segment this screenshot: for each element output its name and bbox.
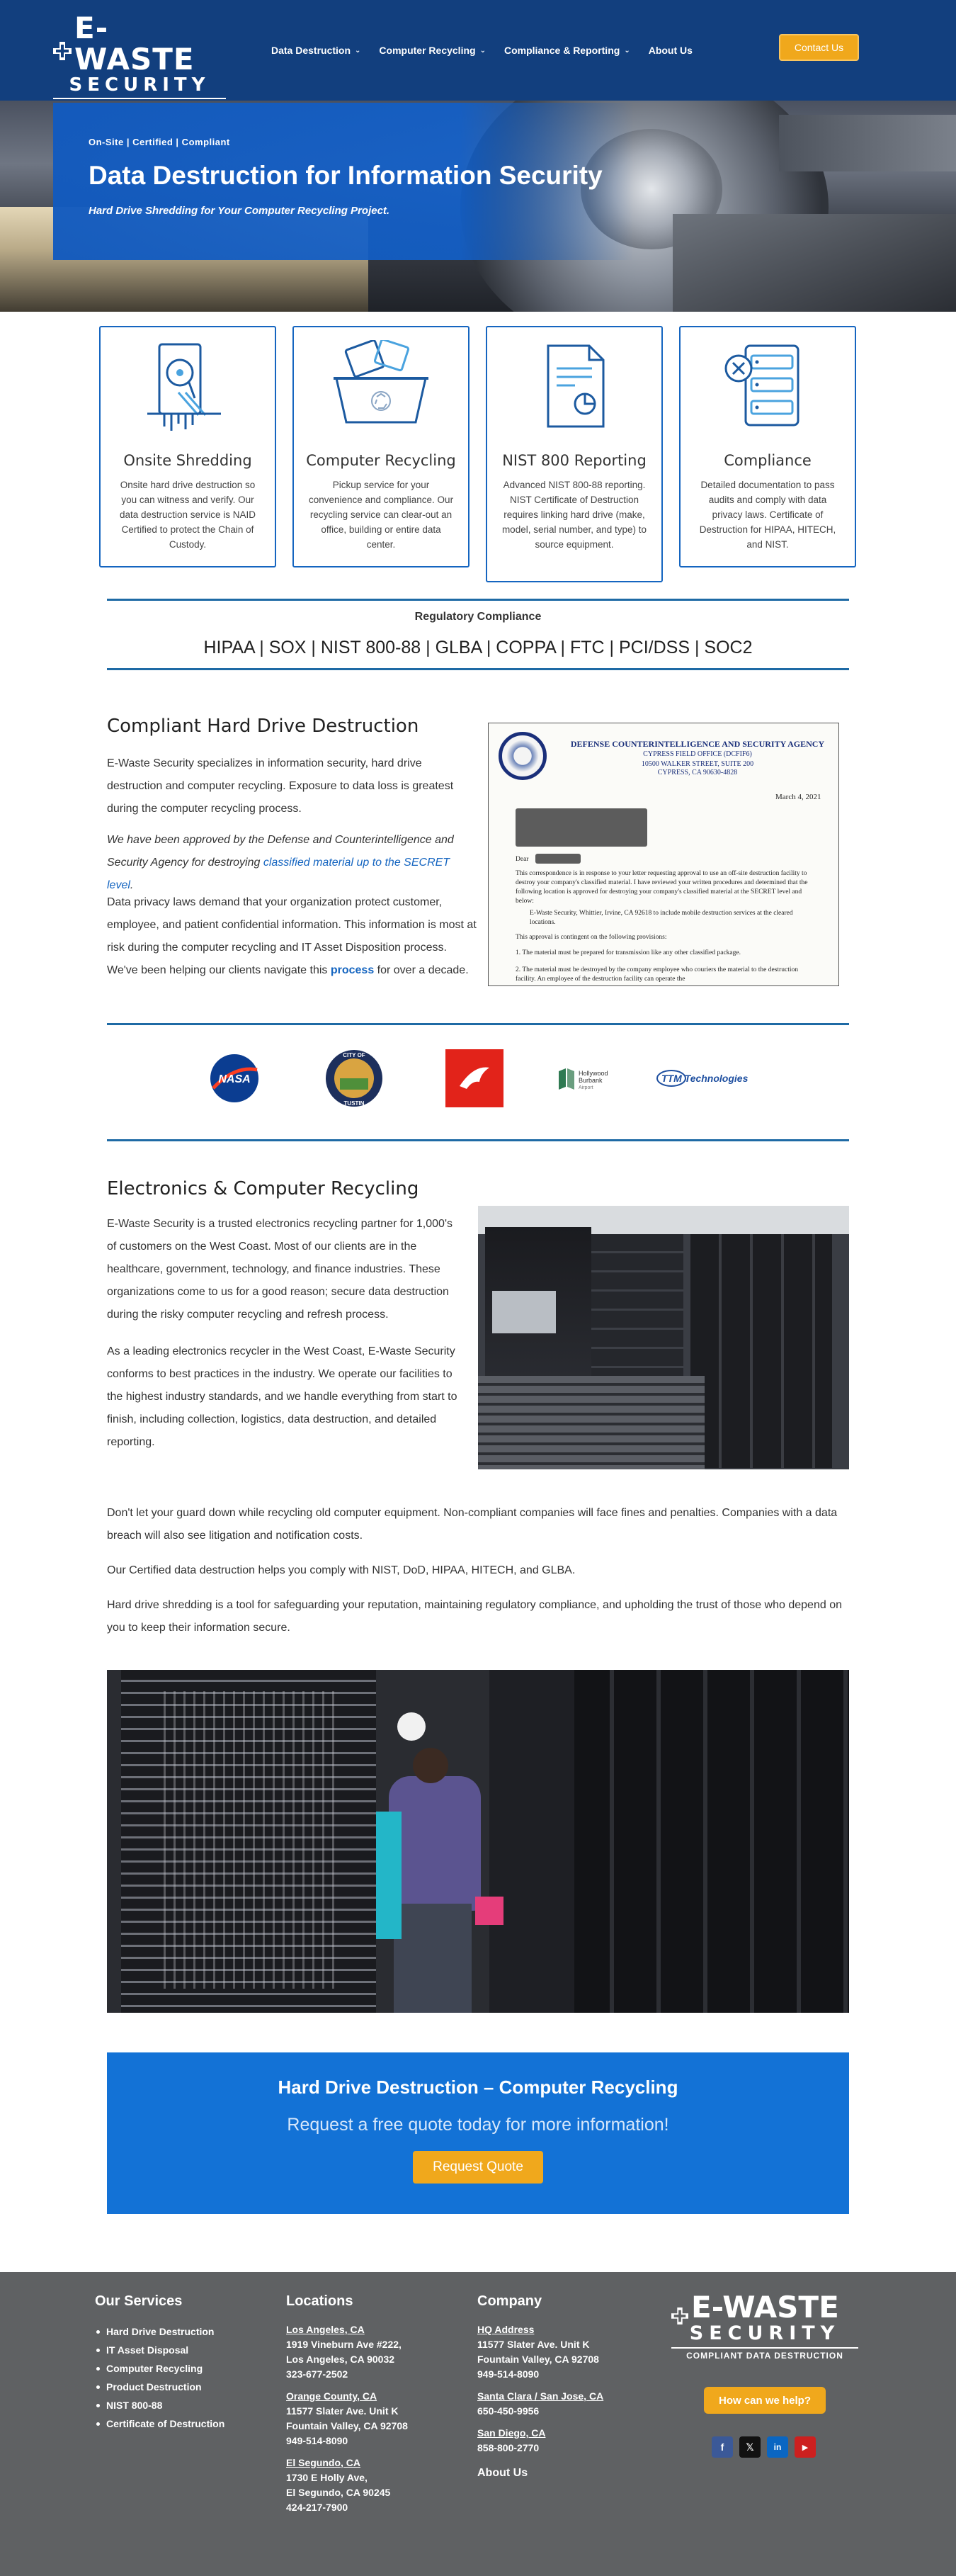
card-description: Advanced NIST 800-88 reporting. NIST Certificate of Destruction requires linking hard drive (make, model, serial number, and type) to source equipment. (501, 480, 647, 550)
company-hq: HQ Address 11577 Slater Ave. Unit K Fountain Valley, CA 92708 949-514-8090 (477, 2322, 654, 2382)
process-link[interactable]: process (330, 964, 375, 976)
location-link[interactable]: Los Angeles, CA (286, 2324, 365, 2335)
closing-paragraph-3: Hard drive shredding is a tool for safeguarding your reputation, maintaining regulatory compliance, and upholding the trust of those who depend on you to keep their information secure. (107, 1599, 842, 1634)
redaction-block (535, 854, 581, 864)
footer-logo[interactable]: E-WASTE SECURITY COMPLIANT DATA DESTRUCTION (671, 2292, 858, 2361)
main-nav (271, 45, 693, 56)
svg-text:Hollywood: Hollywood (579, 1070, 608, 1077)
phone-number[interactable]: 949-514-8090 (286, 2435, 348, 2446)
footer-service-link[interactable]: Product Destruction (95, 2378, 265, 2396)
regulatory-label: Regulatory Compliance (414, 611, 542, 623)
nav-about-us[interactable]: About Us (648, 45, 693, 56)
card-description: Pickup service for your convenience and compliance. Our recycling service can clear-out an office, building or entire data center. (308, 480, 454, 550)
company-santa-clara (477, 2389, 654, 2419)
logo-line1: E-WASTE (74, 11, 195, 77)
company-san-diego (477, 2426, 654, 2456)
svg-text:CITY OF: CITY OF (343, 1052, 365, 1058)
hero-banner (0, 101, 956, 312)
x-twitter-icon[interactable]: 𝕏 (739, 2436, 761, 2458)
svg-text:Burbank: Burbank (579, 1077, 603, 1084)
destruction-paragraph-2: We have been approved by the Defense and Counterintelligence and Security Agency for destroying classified material up to the SECRET level. (107, 834, 454, 891)
location-link[interactable]: San Diego, CA (477, 2427, 546, 2439)
destruction-paragraph-3: Data privacy laws demand that your organization protect customer, employee, and patient confidential information. This information is most at risk during the computer recycling and IT Asset Disposition process. We've been helping our clients navigate this process for over a decade. (107, 896, 477, 976)
svg-text:TUSTIN: TUSTIN (343, 1100, 365, 1107)
cta-subtitle: Request a free quote today for more information! (287, 2115, 669, 2135)
card-title: NIST 800 Reporting (502, 452, 647, 469)
svg-text:Airport: Airport (579, 1085, 593, 1090)
closing-paragraph-1: Don't let your guard down while recycling old computer equipment. Non-compliant companies will face fines and penalties. Companies with a data breach will also see litigation and notification costs. (107, 1507, 838, 1542)
city-of-tustin-seal-icon (322, 1049, 386, 1108)
hero-subtitle: Hard Drive Shredding for Your Computer Recycling Project. (89, 205, 390, 217)
phone-number[interactable]: 858-800-2770 (477, 2442, 540, 2453)
footer-service-link[interactable]: NIST 800-88 (95, 2396, 265, 2414)
section-heading-destruction: Compliant Hard Drive Destruction (107, 716, 419, 737)
chevron-down-icon: ⌄ (355, 46, 361, 55)
chevron-down-icon: ⌄ (624, 46, 630, 55)
footer-service-link[interactable]: Certificate of Destruction (95, 2414, 265, 2433)
location-link[interactable]: Orange County, CA (286, 2390, 377, 2402)
phone-number[interactable]: 424-217-7900 (286, 2502, 348, 2513)
hero-tagline: On-Site | Certified | Compliant (89, 137, 230, 147)
service-card-computer-recycling[interactable] (292, 326, 470, 567)
quote-cta-banner (107, 2052, 849, 2214)
card-title: Compliance (724, 452, 812, 469)
about-us-link[interactable]: About Us (477, 2467, 528, 2479)
closing-paragraph-2: Our Certified data destruction helps you comply with NIST, DoD, HIPAA, HITECH, and GLBA. (107, 1564, 576, 1576)
footer-locations (286, 2293, 456, 2522)
service-card-onsite-shredding[interactable] (99, 326, 276, 567)
nasa-logo-icon (206, 1049, 263, 1108)
logo-cross-icon (53, 35, 72, 53)
hard-drive-icon (101, 340, 275, 432)
footer-company (477, 2293, 654, 2492)
how-can-we-help-button[interactable]: How can we help? (704, 2387, 826, 2414)
reg-item: SOX (268, 638, 307, 657)
logo-cross-icon (671, 2299, 688, 2316)
server-compliance-icon (681, 340, 855, 432)
hero-text-box (53, 103, 634, 260)
ttm-technologies-logo-icon (652, 1049, 766, 1108)
card-description: Detailed documentation to pass audits and comply with data privacy laws. Certificate of Destruction for HIPAA, HITECH, and NIST. (699, 480, 836, 550)
footer-service-link[interactable]: IT Asset Disposal (95, 2341, 265, 2359)
card-description: Onsite hard drive destruction so you can witness and verify. Our data destruction service is NAID Certified to protect the Chain of Custody. (119, 480, 256, 550)
contact-us-button[interactable]: Contact Us (779, 34, 859, 61)
divider (107, 599, 849, 601)
divider (107, 668, 849, 670)
site-header (0, 0, 956, 101)
reg-item: FTC (569, 638, 605, 657)
location-link[interactable]: HQ Address (477, 2324, 535, 2335)
reg-item: NIST 800-88 (320, 638, 421, 657)
client-logos (107, 1049, 849, 1108)
svg-text:TTM Technologies: TTM Technologies (661, 1073, 749, 1084)
footer-service-link[interactable]: Hard Drive Destruction (95, 2322, 265, 2341)
location-orange-county: Orange County, CA 11577 Slater Ave. Unit K Fountain Valley, CA 92708 949-514-8090 (286, 2389, 456, 2448)
data-center-technician-photo (107, 1670, 849, 2013)
card-title: Onsite Shredding (123, 452, 252, 469)
nav-compliance-reporting[interactable]: Compliance & Reporting ⌄ (503, 45, 630, 56)
linkedin-icon[interactable]: in (767, 2436, 788, 2458)
footer-services (95, 2293, 265, 2433)
svg-text:NASA: NASA (218, 1073, 251, 1085)
request-quote-button[interactable]: Request Quote (413, 2151, 543, 2184)
dcsa-approval-letter-image: DEFENSE COUNTERINTELLIGENCE AND SECURITY AGENCY CYPRESS FIELD OFFICE (DCFIF6) 10500 WALKER STREET, SUITE 200 CYPRESS, CA 90630-4828 March 4, 2021 Dear This correspondence is in response to your letter requesting approval to use an off-site destruction facility to destroy your company's classified material. I have reviewed your written procedures and determined that the following location is approved for destroying your company's classified material at the SECRET level and below: E-Waste Security, Whittier, Irvine, CA 92618 to include mobile destruction services at the cleared locations. This approval is contingent on the following provisions: 1. The material must be prepared for transmission like any other classified package. 2. The material must be destroyed by the company employee who couriers the material to the destruction facility. An employee of the destruction facility can operate the (488, 723, 839, 986)
footer-service-link[interactable]: Computer Recycling (95, 2359, 265, 2378)
footer-heading: Our Services (95, 2293, 183, 2309)
red-bird-logo-icon (443, 1049, 506, 1108)
destruction-paragraph-1: E-Waste Security specializes in information security, hard drive destruction and computer recycling. Exposure to data loss is greatest during the computer recycling process. (107, 757, 454, 815)
location-los-angeles: Los Angeles, CA 1919 Vineburn Ave #222, Los Angeles, CA 90032 323-677-2502 (286, 2322, 456, 2382)
reg-item: GLBA (435, 638, 482, 657)
footer-heading: Locations (286, 2293, 353, 2309)
divider (107, 1139, 849, 1141)
cta-title: Hard Drive Destruction – Computer Recycling (278, 2077, 678, 2098)
logo-line2: SECURITY (69, 74, 210, 96)
reg-item: COPPA (496, 638, 556, 657)
reg-item: PCI/DSS (618, 638, 690, 657)
location-link[interactable]: El Segundo, CA (286, 2457, 360, 2468)
recycling-paragraph-2: As a leading electronics recycler in the West Coast, E-Waste Security conforms to best practices in the industry. We operate our facilities to the highest industry standards, and we handle everything from start to finish, including collection, logistics, data destruction, and detailed reporting. (107, 1345, 457, 1448)
recycle-basket-icon (294, 340, 468, 432)
chevron-down-icon: ⌄ (479, 46, 486, 55)
location-el-segundo: El Segundo, CA 1730 E Holly Ave, El Segundo, CA 90245 424-217-7900 (286, 2456, 456, 2515)
hero-title: Data Destruction for Information Security (89, 161, 603, 190)
facebook-icon[interactable]: f (712, 2436, 733, 2458)
section-heading-recycling: Electronics & Computer Recycling (107, 1178, 419, 1199)
service-card-nist-reporting[interactable] (486, 326, 663, 582)
reg-item: SOC2 (704, 638, 753, 657)
hollywood-burbank-airport-logo-icon (554, 1049, 625, 1108)
location-link[interactable]: Santa Clara / San Jose, CA (477, 2390, 604, 2402)
card-title: Computer Recycling (306, 452, 456, 469)
reg-item: HIPAA (203, 638, 255, 657)
redaction-block (516, 808, 647, 847)
report-document-icon (487, 340, 661, 432)
site-logo[interactable] (53, 13, 226, 110)
service-card-compliance[interactable] (679, 326, 856, 567)
divider (107, 1023, 849, 1025)
phone-number[interactable]: 323-677-2502 (286, 2368, 348, 2380)
nav-data-destruction[interactable]: Data Destruction ⌄ (271, 45, 361, 56)
classified-material-link[interactable]: classified material up to the SECRET level (107, 857, 450, 891)
footer-heading: Company (477, 2293, 542, 2309)
phone-number[interactable]: 949-514-8090 (477, 2368, 540, 2380)
dcsa-seal-icon (499, 732, 547, 780)
regulatory-list: HIPAA | SOX | NIST 800-88 | GLBA | COPPA | FTC | PCI/DSS | SOC2 (203, 638, 753, 657)
youtube-icon[interactable]: ▶ (795, 2436, 816, 2458)
recycling-paragraph-1: E-Waste Security is a trusted electronics recycling partner for 1,000's of customers on the West Coast. Most of our clients are in the healthcare, government, technology, and finance industries. These organizations come to us for a good reason; secure data destruction during the risky computer recycling and refresh process. (107, 1218, 453, 1321)
phone-number[interactable]: 650-450-9956 (477, 2405, 540, 2417)
nav-computer-recycling[interactable]: Computer Recycling ⌄ (379, 45, 486, 56)
computer-stacks-photo (478, 1206, 849, 1469)
site-footer (0, 2272, 956, 2576)
